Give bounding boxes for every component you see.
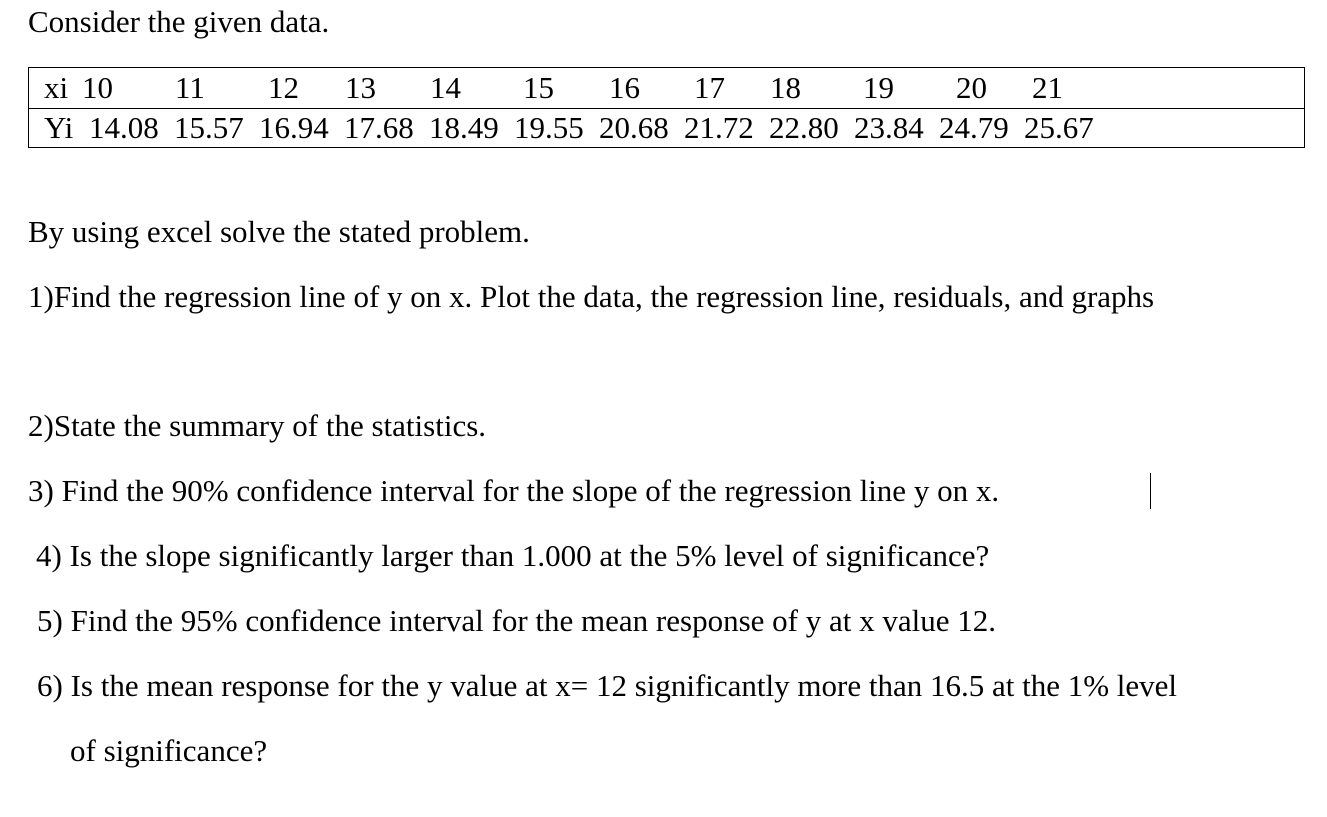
data-table — [28, 67, 1305, 148]
x-value: 15 — [523, 70, 554, 105]
y-value: 23.84 — [854, 110, 924, 145]
x-value: 17 — [694, 70, 725, 105]
instruction-text: By using excel solve the stated problem. — [28, 214, 530, 249]
x-value: 14 — [430, 70, 461, 105]
question-4: 4) Is the slope significantly larger than 1.000 at the 5% level of significance? — [36, 538, 990, 573]
y-value: 21.72 — [684, 110, 754, 145]
y-value: 25.67 — [1024, 110, 1094, 145]
question-3: 3) Find the 90% confidence interval for the slope of the regression line y on x. — [28, 473, 1000, 508]
y-value: 20.68 — [599, 110, 669, 145]
x-value: 20 — [956, 70, 987, 105]
question-6: 6) Is the mean response for the y value at x= 12 significantly more than 16.5 at the 1% level — [37, 668, 1178, 703]
y-value: 14.08 — [89, 110, 159, 145]
x-value: 19 — [863, 70, 894, 105]
question-2: 2)State the summary of the statistics. — [28, 408, 487, 443]
y-value: 19.55 — [514, 110, 584, 145]
x-value: 21 — [1032, 70, 1063, 105]
y-value: 24.79 — [939, 110, 1009, 145]
question-5: 5) Find the 95% confidence interval for the mean response of y at x value 12. — [37, 603, 996, 638]
question-1: 1)Find the regression line of y on x. Plot the data, the regression line, residuals, and graphs — [28, 279, 1155, 314]
x-value: 10 — [82, 70, 113, 105]
x-value: 16 — [609, 70, 640, 105]
x-row-label: xi — [44, 70, 69, 105]
x-value: 11 — [175, 70, 205, 105]
text-cursor — [1150, 473, 1151, 509]
y-value: 18.49 — [429, 110, 499, 145]
y-row — [29, 108, 1304, 148]
y-value: 15.57 — [174, 110, 244, 145]
x-value: 18 — [770, 70, 801, 105]
x-value: 13 — [345, 70, 376, 105]
x-row — [29, 68, 1304, 109]
y-value: 22.80 — [769, 110, 839, 145]
y-value: 17.68 — [344, 110, 414, 145]
x-value: 12 — [268, 70, 299, 105]
y-value: 16.94 — [259, 110, 329, 145]
question-6-continuation: of significance? — [70, 733, 268, 768]
y-row-label: Yi — [44, 110, 74, 145]
intro-text: Consider the given data. — [28, 4, 330, 39]
